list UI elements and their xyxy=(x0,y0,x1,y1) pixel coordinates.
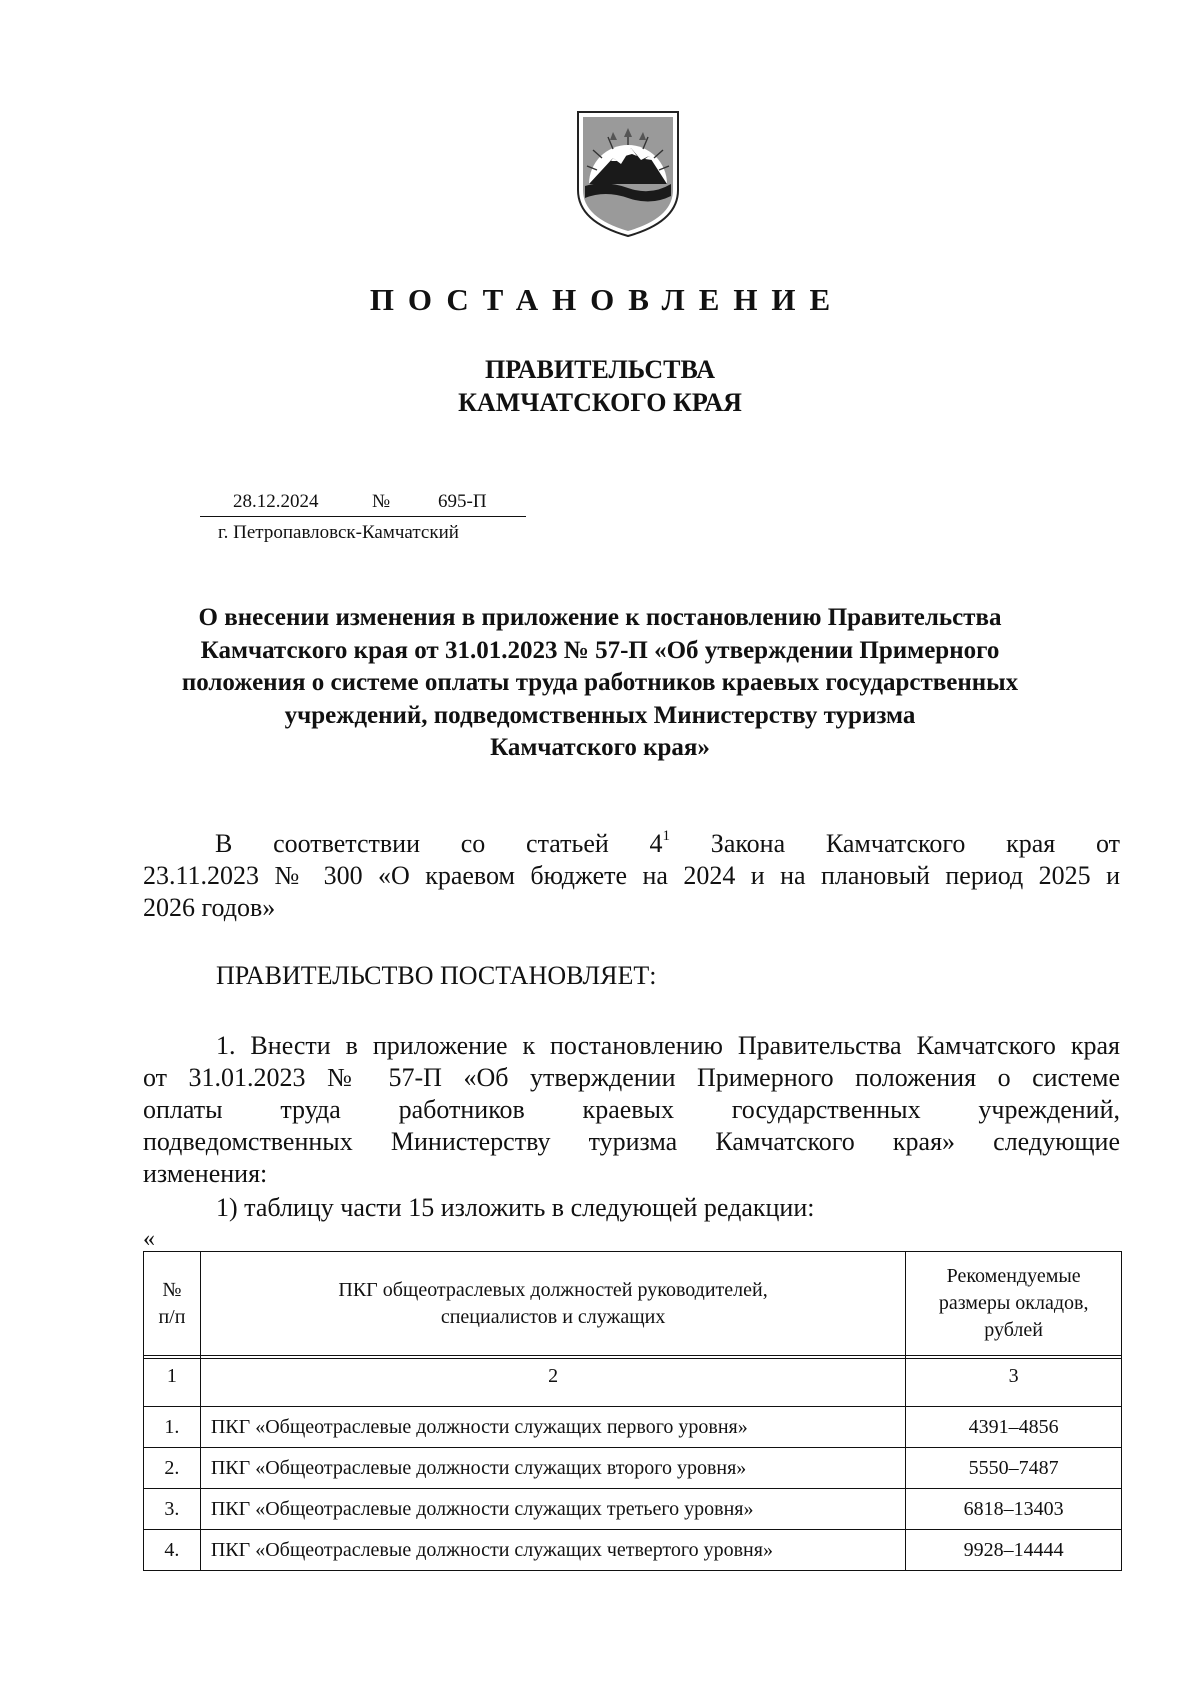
header-cell-salary xyxy=(906,1252,1122,1356)
column-number: 3 xyxy=(906,1359,1122,1407)
article-superscript: 1 xyxy=(662,828,671,844)
row-salary-range: 4391–4856 xyxy=(906,1407,1122,1448)
row-number: 2. xyxy=(144,1448,201,1489)
row-number: 3. xyxy=(144,1489,201,1530)
row-salary-range: 9928–14444 xyxy=(906,1530,1122,1571)
header-text: ПКГ общеотраслевых должностей руководителей, xyxy=(338,1278,768,1301)
table-row xyxy=(144,1530,1122,1571)
document-date: 28.12.2024 xyxy=(233,491,319,512)
subject-line: Камчатского края» xyxy=(490,734,710,761)
city: г. Петропавловск-Камчатский xyxy=(218,522,459,543)
preamble-text: В соответствии со статьей 4 xyxy=(215,829,663,858)
table-row xyxy=(144,1489,1122,1530)
salary-table xyxy=(143,1251,1122,1571)
issuer-line-2: КАМЧАТСКОГО КРАЯ xyxy=(458,388,742,417)
row-group-name: ПКГ «Общеотраслевые должности служащих четвертого уровня» xyxy=(200,1530,905,1571)
item-1-line: 1. Внести в приложение к постановлению Правительства Камчатского края xyxy=(216,1031,1120,1060)
subject-line: О внесении изменения в приложение к постановлению Правительства xyxy=(198,604,1002,631)
document-type-title: ПОСТАНОВЛЕНИЕ xyxy=(369,282,845,317)
subject-line: положения о системе оплаты труда работников краевых государственных xyxy=(181,669,1019,696)
row-group-name: ПКГ «Общеотраслевые должности служащих второго уровня» xyxy=(200,1448,905,1489)
column-number: 1 xyxy=(144,1359,201,1407)
preamble-paragraph xyxy=(143,828,1120,924)
item-1-paragraph xyxy=(143,1030,1120,1190)
column-number: 2 xyxy=(200,1359,905,1407)
preamble-line: 2026 годов» xyxy=(143,893,276,922)
kamchatka-coat-of-arms-icon xyxy=(575,110,681,238)
header-cell-group xyxy=(200,1252,905,1356)
item-1-line: подведомственных Министерству туризма Камчатского края» следующие xyxy=(143,1127,1120,1156)
row-number: 1. xyxy=(144,1407,201,1448)
preamble-line xyxy=(143,828,1120,860)
item-1-line: от 31.01.2023 № 57-П «Об утверждении Примерного положения о системе xyxy=(143,1063,1120,1092)
header-text: рублей xyxy=(984,1319,1043,1341)
document-number: 695-П xyxy=(438,491,487,512)
header-cell-number xyxy=(144,1252,201,1356)
header-text: п/п xyxy=(158,1305,186,1328)
header-text: специалистов и служащих xyxy=(440,1305,666,1328)
header-text: № xyxy=(162,1278,182,1301)
table-header-row xyxy=(144,1252,1122,1356)
row-salary-range: 6818–13403 xyxy=(906,1489,1122,1530)
row-number: 4. xyxy=(144,1530,201,1571)
row-group-name: ПКГ «Общеотраслевые должности служащих третьего уровня» xyxy=(200,1489,905,1530)
document-subject xyxy=(100,602,1100,765)
issuer-line-1: ПРАВИТЕЛЬСТВА xyxy=(485,355,715,384)
row-salary-range: 5550–7487 xyxy=(906,1448,1122,1489)
preamble-line: 23.11.2023 № 300 «О краевом бюджете на 2024 и на плановый период 2025 и xyxy=(143,861,1120,890)
header-text: размеры окладов, xyxy=(938,1292,1089,1314)
opening-quote: « xyxy=(143,1226,155,1252)
table-row xyxy=(144,1448,1122,1489)
subitem-1: 1) таблицу части 15 изложить в следующей редакции: xyxy=(216,1193,815,1222)
preamble-text: Закона Камчатского края от xyxy=(670,829,1120,858)
date-number-line xyxy=(200,490,526,517)
subject-line: Камчатского края от 31.01.2023 № 57-П «Об утверждении Примерного xyxy=(200,636,1000,664)
number-sign: № xyxy=(372,491,391,512)
item-1-line: оплаты труда работников краевых государственных учреждений, xyxy=(143,1095,1120,1124)
table-column-numbers-row xyxy=(144,1359,1122,1407)
subject-line: учреждений, подведомственных Министерству туризма xyxy=(284,701,916,729)
item-1-line: изменения: xyxy=(143,1159,268,1188)
row-group-name: ПКГ «Общеотраслевые должности служащих первого уровня» xyxy=(200,1407,905,1448)
decree-statement: ПРАВИТЕЛЬСТВО ПОСТАНОВЛЯЕТ: xyxy=(216,961,657,990)
header-text: Рекомендуемые xyxy=(946,1265,1081,1287)
table-row xyxy=(144,1407,1122,1448)
